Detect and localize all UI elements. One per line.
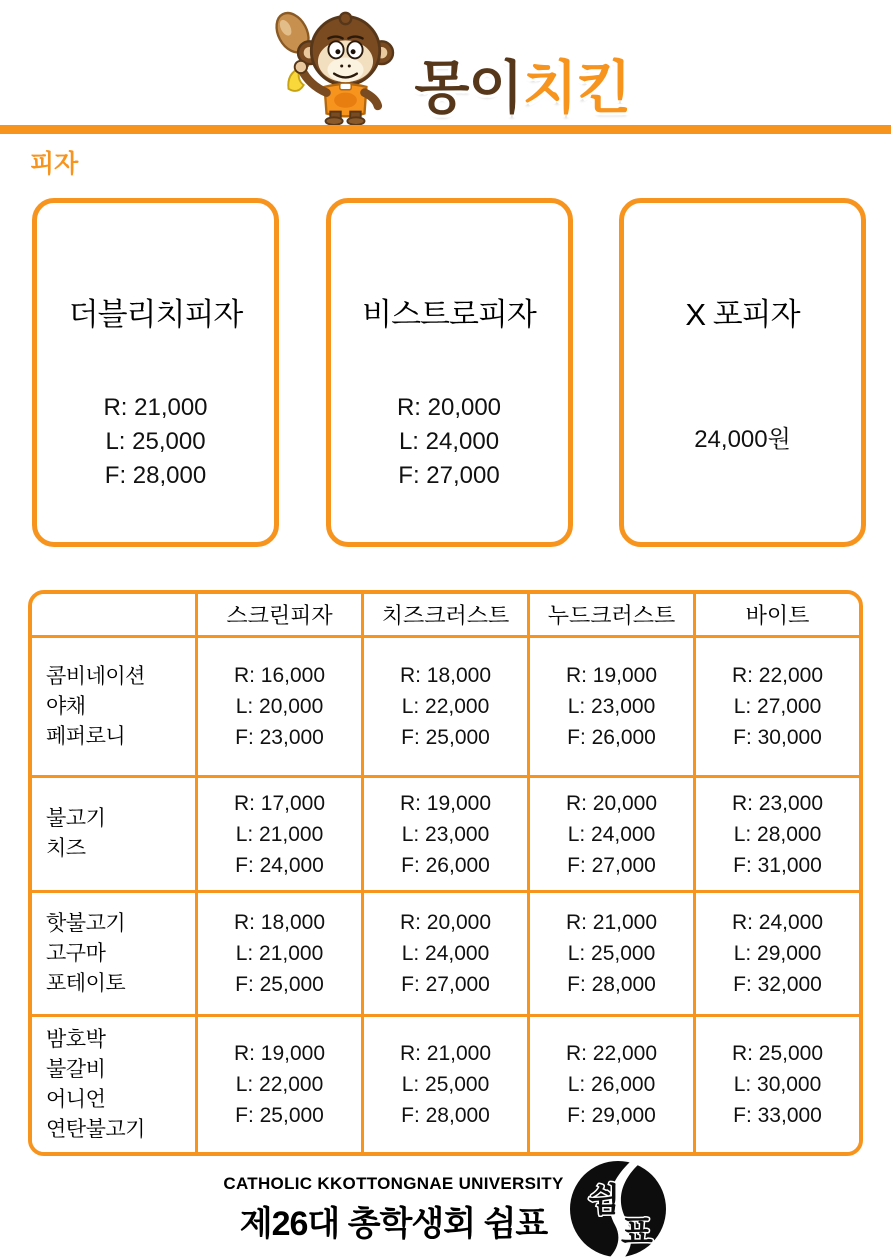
price-cell bbox=[197, 892, 363, 1016]
text-line: F: 23,000 bbox=[235, 726, 324, 749]
text-line: F: 29,000 bbox=[567, 1104, 656, 1127]
text-line: 고구마 bbox=[46, 941, 106, 965]
price-cell bbox=[363, 777, 529, 892]
price-cell bbox=[529, 637, 695, 777]
text-line: R: 21,000 bbox=[399, 1042, 492, 1065]
text-line: 콤비네이션 bbox=[46, 664, 145, 688]
text-line: L: 22,000 bbox=[401, 695, 490, 718]
text-line: L: 24,000 bbox=[398, 428, 500, 455]
header bbox=[0, 0, 891, 125]
text-line: R: 22,000 bbox=[731, 664, 824, 687]
text-line: 연탄불고기 bbox=[46, 1117, 145, 1141]
text-line: 어니언 bbox=[46, 1087, 106, 1111]
logo-char-1: 쉼 bbox=[587, 1181, 620, 1218]
text-line: F: 27,000 bbox=[398, 462, 500, 489]
price-cell bbox=[695, 892, 861, 1016]
brand-name-part1: 몽이 bbox=[414, 56, 523, 120]
text-line: L: 24,000 bbox=[401, 942, 490, 965]
text-line: L: 21,000 bbox=[235, 822, 324, 846]
footer-text bbox=[223, 1174, 563, 1245]
footer bbox=[0, 1158, 891, 1260]
text-line: L: 25,000 bbox=[105, 428, 206, 455]
text-line: 불고기 bbox=[46, 807, 106, 830]
text-line: R: 20,000 bbox=[396, 394, 502, 421]
text-line: F: 28,000 bbox=[104, 462, 207, 489]
text-line: 포테이토 bbox=[46, 971, 126, 995]
text-line: R: 17,000 bbox=[233, 791, 326, 815]
text-line: F: 26,000 bbox=[401, 853, 490, 877]
price-cell bbox=[695, 1016, 861, 1154]
text-line: L: 20,000 bbox=[235, 695, 324, 718]
text-line: L: 26,000 bbox=[567, 1073, 656, 1096]
text-line: L: 30,000 bbox=[733, 1073, 822, 1096]
text-line: F: 25,000 bbox=[235, 973, 324, 996]
text-line: R: 19,000 bbox=[233, 1042, 326, 1065]
text-line: R: 22,000 bbox=[565, 1042, 658, 1065]
pizza-card-name: 비스트로피자 bbox=[362, 297, 536, 332]
brand-title bbox=[414, 56, 631, 125]
table-header-empty bbox=[31, 593, 197, 637]
text-line: R: 24,000 bbox=[731, 911, 824, 934]
text-line: L: 25,000 bbox=[567, 942, 656, 965]
pizza-card-name: 더블리치피자 bbox=[68, 297, 243, 332]
pizza-card-name: X 포피자 bbox=[685, 297, 800, 332]
price-cell bbox=[695, 637, 861, 777]
text-line: R: 23,000 bbox=[731, 791, 824, 815]
pizza-card-prices bbox=[331, 391, 568, 493]
university-name: CATHOLIC KKOTTONGNAE UNIVERSITY bbox=[223, 1173, 564, 1193]
council-comma-logo-icon bbox=[568, 1159, 668, 1259]
text-line: F: 32,000 bbox=[733, 973, 822, 996]
price-cell bbox=[695, 777, 861, 892]
price-cell bbox=[363, 1016, 529, 1154]
text-line: F: 28,000 bbox=[567, 973, 656, 996]
text-line: 핫불고기 bbox=[46, 911, 126, 935]
price-cell bbox=[529, 892, 695, 1016]
text-line: L: 25,000 bbox=[401, 1073, 490, 1096]
text-line: 밤호박 bbox=[46, 1027, 106, 1051]
text-line: L: 27,000 bbox=[733, 695, 822, 718]
text-line: F: 33,000 bbox=[733, 1104, 822, 1127]
text-line: L: 28,000 bbox=[733, 822, 822, 846]
table-header-bite: 바이트 bbox=[695, 593, 861, 637]
text-line: R: 25,000 bbox=[731, 1042, 824, 1065]
pizza-card-prices bbox=[624, 423, 861, 457]
text-line: R: 16,000 bbox=[233, 664, 326, 687]
text-line: L: 23,000 bbox=[567, 695, 656, 718]
text-line: L: 29,000 bbox=[733, 942, 822, 965]
menu-names-cell bbox=[31, 637, 197, 777]
text-line: L: 23,000 bbox=[401, 822, 490, 846]
pizza-cards bbox=[0, 198, 891, 547]
brand-logo-group bbox=[260, 7, 630, 125]
text-line: 불갈비 bbox=[46, 1057, 106, 1081]
brand-name-part2: 치킨 bbox=[522, 56, 631, 120]
text-line: F: 30,000 bbox=[733, 726, 822, 749]
pizza-card-prices bbox=[37, 391, 274, 493]
text-line: R: 21,000 bbox=[103, 394, 208, 421]
price-cell bbox=[363, 637, 529, 777]
orange-divider bbox=[0, 125, 891, 134]
pizza-card-bistro bbox=[326, 198, 573, 547]
text-line: R: 21,000 bbox=[565, 911, 658, 934]
text-line: F: 27,000 bbox=[567, 853, 656, 877]
price-cell bbox=[197, 777, 363, 892]
text-line: R: 20,000 bbox=[565, 791, 658, 815]
text-line: F: 25,000 bbox=[401, 726, 490, 749]
table-row bbox=[31, 892, 861, 1016]
text-line: R: 19,000 bbox=[565, 664, 658, 687]
logo-char-2: 표 bbox=[620, 1213, 653, 1250]
text-line: F: 27,000 bbox=[401, 973, 490, 996]
text-line: L: 21,000 bbox=[235, 942, 324, 965]
price-cell bbox=[363, 892, 529, 1016]
text-line: R: 20,000 bbox=[399, 911, 492, 934]
price-cell bbox=[529, 1016, 695, 1154]
text-line: F: 26,000 bbox=[567, 726, 656, 749]
student-council-title: 제26대 총학생회 쉼표 bbox=[239, 1204, 548, 1243]
text-line: F: 25,000 bbox=[235, 1104, 324, 1127]
table-row bbox=[31, 777, 861, 892]
price-cell bbox=[197, 637, 363, 777]
monkey-mascot-icon bbox=[260, 7, 412, 125]
section-title-pizza: 피자 bbox=[30, 150, 79, 178]
menu-names-cell bbox=[31, 1016, 197, 1154]
text-line: 야채 bbox=[46, 694, 86, 718]
text-line: R: 18,000 bbox=[233, 911, 326, 934]
text-line: F: 31,000 bbox=[733, 853, 822, 877]
table-header-row bbox=[31, 593, 861, 637]
pizza-card-x-po bbox=[619, 198, 866, 547]
text-line: L: 24,000 bbox=[567, 822, 656, 846]
table-header-nude-crust: 누드크러스트 bbox=[529, 593, 695, 637]
table-row bbox=[31, 1016, 861, 1154]
text-line: R: 18,000 bbox=[399, 664, 492, 687]
text-line: 페퍼로니 bbox=[46, 724, 126, 748]
price-cell bbox=[197, 1016, 363, 1154]
table-header-cheese-crust: 치즈크러스트 bbox=[363, 593, 529, 637]
pizza-card-double-rich bbox=[32, 198, 279, 547]
text-line: L: 22,000 bbox=[235, 1073, 324, 1096]
menu-names-cell bbox=[31, 777, 197, 892]
table-row bbox=[31, 637, 861, 777]
price-cell bbox=[529, 777, 695, 892]
text-line: 치즈 bbox=[46, 837, 86, 860]
text-line: F: 24,000 bbox=[235, 853, 324, 877]
pizza-price-table bbox=[28, 590, 863, 1156]
table-header-screen-pizza: 스크린피자 bbox=[197, 593, 363, 637]
menu-names-cell bbox=[31, 892, 197, 1016]
text-line: 24,000원 bbox=[694, 426, 791, 453]
text-line: R: 19,000 bbox=[399, 791, 492, 815]
text-line: F: 28,000 bbox=[401, 1104, 490, 1127]
